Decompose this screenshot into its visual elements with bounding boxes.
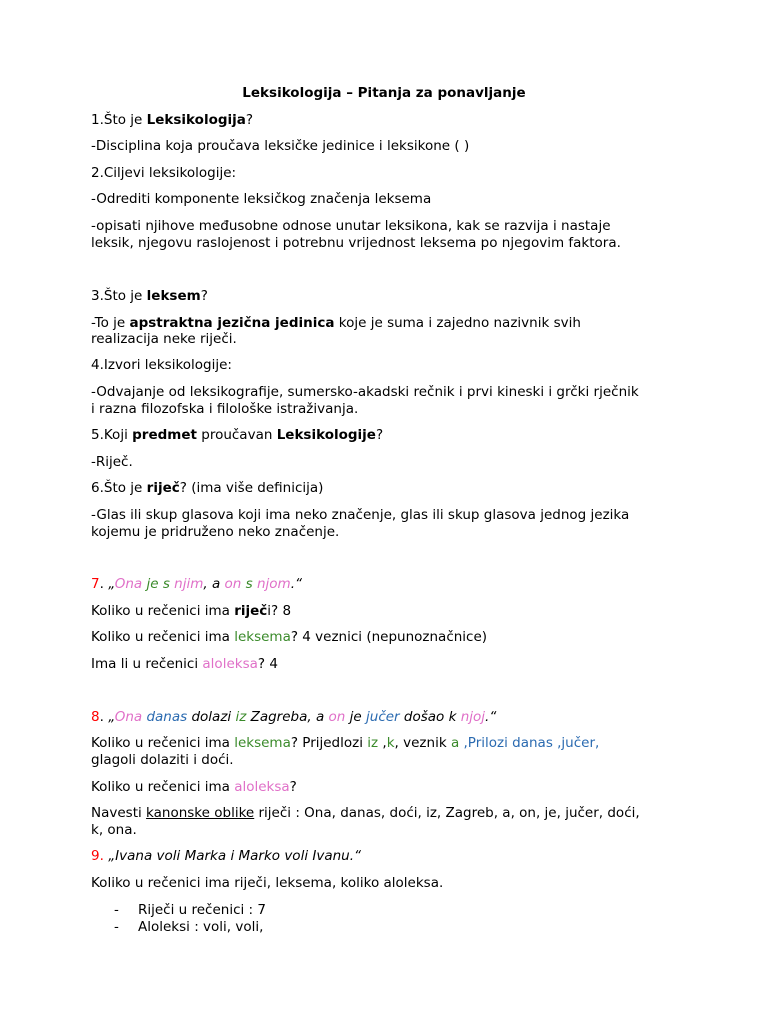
answer-6-line-1: -Glas ili skup glasova koji ima neko značenje, glas ili skup glasova jednog jezika [91, 507, 630, 523]
q7b-term: leksema [234, 629, 291, 645]
q8-word: e [353, 709, 367, 725]
q8-number: 8 [91, 709, 100, 725]
q7a-prefix: Koliko u rečenici ima [91, 603, 235, 619]
question-1 [91, 112, 253, 129]
list-item [0, 919, 768, 936]
question-3 [91, 288, 208, 305]
q3-suffix: ? [200, 288, 208, 304]
q8c-suffix: riječi : Ona, danas, doći, iz, Zagreb, a, on, je, jučer, doći, [254, 805, 640, 821]
q8b-prefix: Koliko u rečenici ima [91, 779, 235, 795]
q8c-prefix: Navesti [91, 805, 147, 821]
q8a-text: , veznik [394, 735, 451, 751]
q5-part-1: 5.Koji [91, 427, 133, 443]
answer-6-line-2: kojemu je pridruženo neko značenje. [91, 524, 340, 540]
q9-quote: „Ivana voli Marka i Marko voli Ivanu.“ [108, 848, 362, 864]
q6-suffix: ? (ima više definicija) [179, 480, 324, 496]
q8-separator: . [99, 709, 109, 725]
q7c-suffix: ? 4 [257, 656, 278, 672]
q8a-text: , [378, 735, 387, 751]
a3-suffix: koje je suma i zajedno nazivnik svih [334, 315, 581, 331]
q7-close-quote: .“ [290, 576, 302, 592]
q5-term-1: predmet [132, 427, 197, 443]
question-8a-line-1 [91, 735, 599, 752]
q8-word: jučer [366, 709, 400, 725]
question-7a [91, 603, 291, 620]
q5-part-2: proučavan [196, 427, 277, 443]
bullet-text: Aloleksi : voli, voli, [138, 919, 264, 935]
q1-suffix: ? [245, 112, 254, 128]
q8-close-quote: .“ [485, 709, 497, 725]
q8-word: iz [235, 709, 247, 725]
question-8a-line-2: glagoli dolaziti i doći. [91, 752, 234, 768]
answer-3-line-2: realizacija neke riječi. [91, 331, 237, 347]
q7a-term: riječ [234, 603, 268, 619]
answer-4-line-2: i razna filozofska i filološke istraživanja. [91, 401, 359, 417]
list-item [0, 902, 768, 919]
answer-3-line-1 [91, 315, 581, 332]
q8b-term: aloleksa [234, 779, 290, 795]
question-8c-line-1 [91, 805, 640, 822]
question-5 [91, 427, 383, 444]
q7b-suffix: ? 4 veznici (nepunoznačnice) [290, 629, 488, 645]
q7-word: njim [174, 576, 204, 592]
a3-prefix: -To je [91, 315, 130, 331]
q7b-prefix: Koliko u rečenici ima [91, 629, 235, 645]
answer-1: -Disciplina koja proučava leksičke jedinice i leksikone ( ) [91, 138, 470, 154]
q7a-suffix: i? 8 [267, 603, 292, 619]
q8-word: došao k [399, 709, 461, 725]
q7-word: Ona [114, 576, 143, 592]
document-title: Leksikologija – Pitanja za ponavljanje [242, 85, 526, 101]
q7c-prefix: Ima li u rečenici [91, 656, 203, 672]
q8c-term: kanonske oblike [146, 805, 255, 821]
q7-word: s [241, 576, 257, 592]
question-9-sentence [91, 848, 361, 865]
question-2: 2.Ciljevi leksikologije: [91, 165, 237, 181]
q8-word: on [328, 709, 346, 725]
q7-number: 7 [91, 576, 100, 592]
q8a-prefix: Koliko u rečenici ima [91, 735, 235, 751]
q8a-term: a [450, 735, 460, 751]
q8a-text: ? Prijedlozi [290, 735, 368, 751]
q9-separator: . [99, 848, 109, 864]
q8b-suffix: ? [289, 779, 297, 795]
q8-word: j [345, 709, 354, 725]
q3-prefix: 3.Što je [91, 288, 147, 304]
bullet-dash: - [114, 902, 119, 918]
q5-term-2: Leksikologije [276, 427, 376, 443]
q9-number: 9 [91, 848, 100, 864]
q1-term: Leksikologija [146, 112, 246, 128]
bullet-text: Riječi u rečenici : 7 [138, 902, 266, 918]
q8-word: Zagreba, a [246, 709, 329, 725]
q6-term: riječ [146, 480, 180, 496]
q6-prefix: 6.Što je [91, 480, 147, 496]
q8-open-quote: „ [108, 709, 115, 725]
q8a-term: k [386, 735, 395, 751]
q8a-term: ,Prilozi danas ,jučer, [459, 735, 600, 751]
question-9a: Koliko u rečenici ima riječi, leksema, koliko aloleksa. [91, 875, 444, 891]
answer-2b-line-1: -opisati njihove međusobne odnose unutar leksikona, kak se razvija i nastaje [91, 218, 611, 234]
a3-term: apstraktna jezična jedinica [129, 315, 335, 331]
q7-word: njom [256, 576, 291, 592]
answer-2b-line-2: leksik, njegovu raslojenost i potrebnu vrijednost leksema po njegovim faktora. [91, 235, 621, 251]
q5-part-3: ? [375, 427, 384, 443]
q7c-term: aloleksa [202, 656, 258, 672]
bullet-dash: - [114, 919, 119, 935]
answer-4-line-1: -Odvajanje od leksikografije, sumersko-akadski rečnik i prvi kineski i grčki rječnik [91, 384, 639, 400]
q1-prefix: 1.Što je [91, 112, 147, 128]
q8-word: danas [142, 709, 188, 725]
question-7b [91, 629, 487, 646]
question-8c-line-2: k, ona. [91, 822, 137, 838]
q7-word: , a [203, 576, 225, 592]
question-8-sentence [91, 709, 496, 726]
q7-separator: . [99, 576, 109, 592]
q8-word: dolazi [187, 709, 236, 725]
answer-5: -Riječ. [91, 454, 133, 470]
q8-word: Ona [114, 709, 143, 725]
question-8b [91, 779, 297, 796]
q7-word: s [162, 576, 175, 592]
question-7-sentence [91, 576, 302, 593]
q7-open-quote: „ [108, 576, 115, 592]
q8-word: njoj [460, 709, 486, 725]
q7-word: on [224, 576, 242, 592]
q7-word: je [142, 576, 163, 592]
q8a-term: leksema [234, 735, 291, 751]
q8a-term: iz [367, 735, 379, 751]
q3-term: leksem [146, 288, 201, 304]
question-7c [91, 656, 278, 673]
question-4: 4.Izvori leksikologije: [91, 357, 232, 373]
question-6 [91, 480, 323, 497]
answer-2a: -Odrediti komponente leksičkog značenja leksema [91, 191, 432, 207]
